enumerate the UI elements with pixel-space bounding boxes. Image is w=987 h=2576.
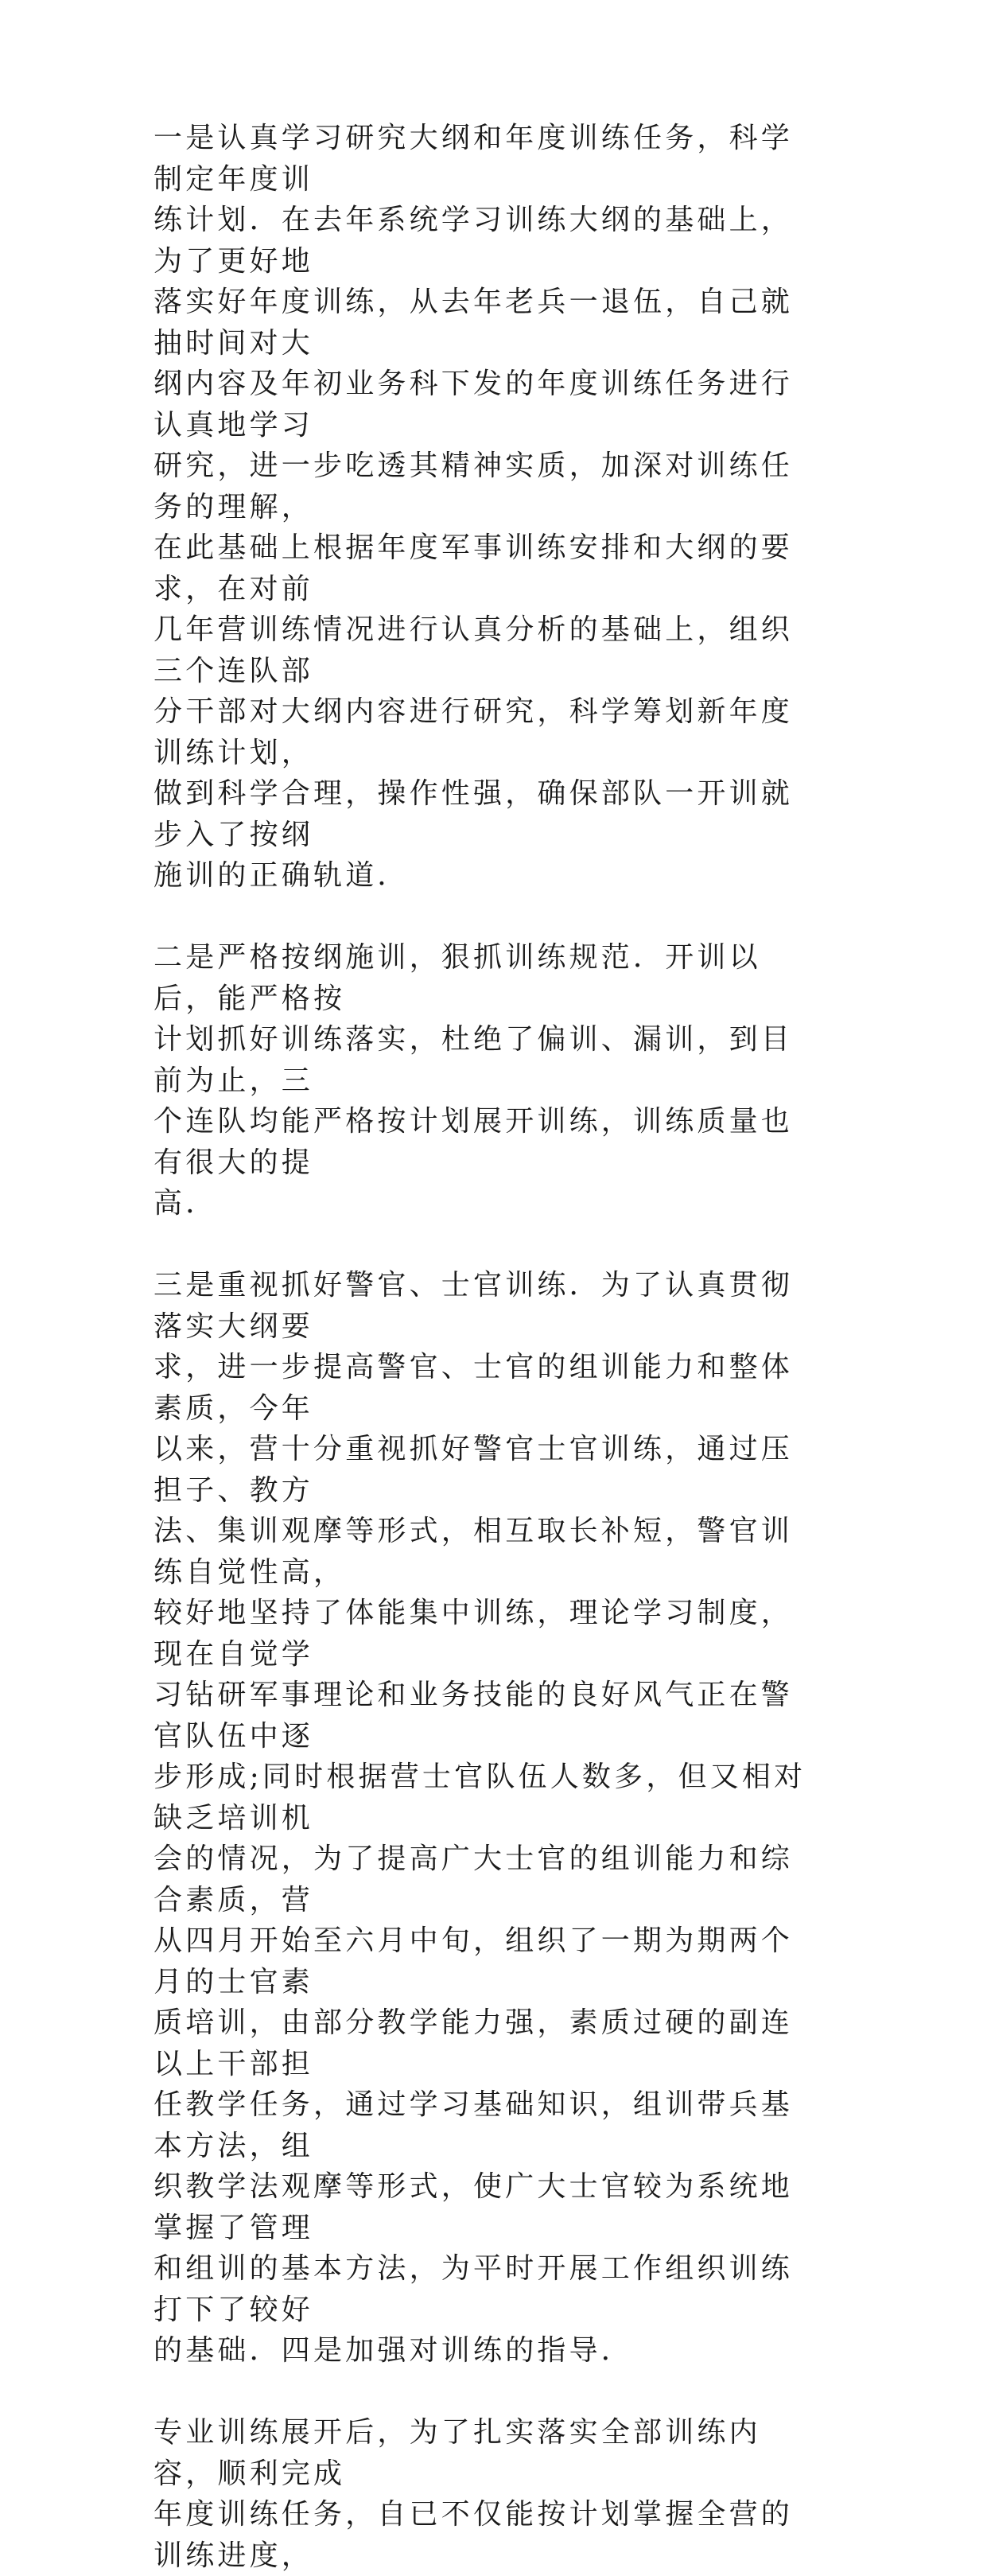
paragraph-4: 专业训练展开后，为了扎实落实全部训练内容，顺利完成 年度训练任务，自已不仅能按计划掌握全营的训练进度， — [153, 2416, 794, 2572]
paragraph-gap — [153, 1224, 814, 1266]
paragraph-2: 二是严格按纲施训，狠抓训练规范．开训以后，能严格按 计划抓好训练落实，杜绝了偏训、漏训，到目前为止，三 个连队均能严格按计划展开训练，训练质量也有很大的提 高． — [153, 941, 794, 1220]
paragraph-1: 一是认真学习研究大纲和年度训练任务，科学制定年度训 练计划．在去年系统学习训练大纲的基础上，为了更好地 落实好年度训练，从去年老兵一退伍，自己就抽时间对大 纲内容及年初业务科下发的年度训练任务进行认真地学习 研究，进一步吃透其精神实质，加深对训练任务的理解， 在此基础上根据年度军事训练安排和大纲的要求，在对前 几年营训练情况进行认真分析的基础上，组织三个连队部 分干部对大纲内容进行研究，科学筹划新年度训练计划， 做到科学合理，操作性强，确保部队一开训就步入了按纲 施训的正确轨道． — [153, 122, 794, 892]
paragraph-gap — [153, 2372, 814, 2413]
paragraph-gap — [153, 897, 814, 938]
document-body — [153, 118, 814, 2576]
paragraph-3: 三是重视抓好警官、士官训练．为了认真贯彻落实大纲要 求，进一步提高警官、士官的组训能力和整体素质，今年 以来，营十分重视抓好警官士官训练，通过压担子、教方 法、集训观摩等形式，相互取长补短，警官训练自觉性高， 较好地坚持了体能集中训练，理论学习制度，现在自觉学 习钻研军事理论和业务技能的良好风气正在警官队伍中逐 步形成;同时根据营士官队伍人数多，但又相对缺乏培训机 会的情况，为了提高广大士官的组训能力和综合素质，营 从四月开始至六月中旬，组织了一期为期两个月的士官素 质培训，由部分教学能力强，素质过硬的副连以上干部担 任教学任务，通过学习基础知识，组训带兵基本方法，组 织教学法观摩等形式，使广大士官较为系统地掌握了管理 和组训的基本方法，为平时开展工作组织训练打下了较好 的基础．四是加强对训练的指导． — [153, 1269, 806, 2367]
